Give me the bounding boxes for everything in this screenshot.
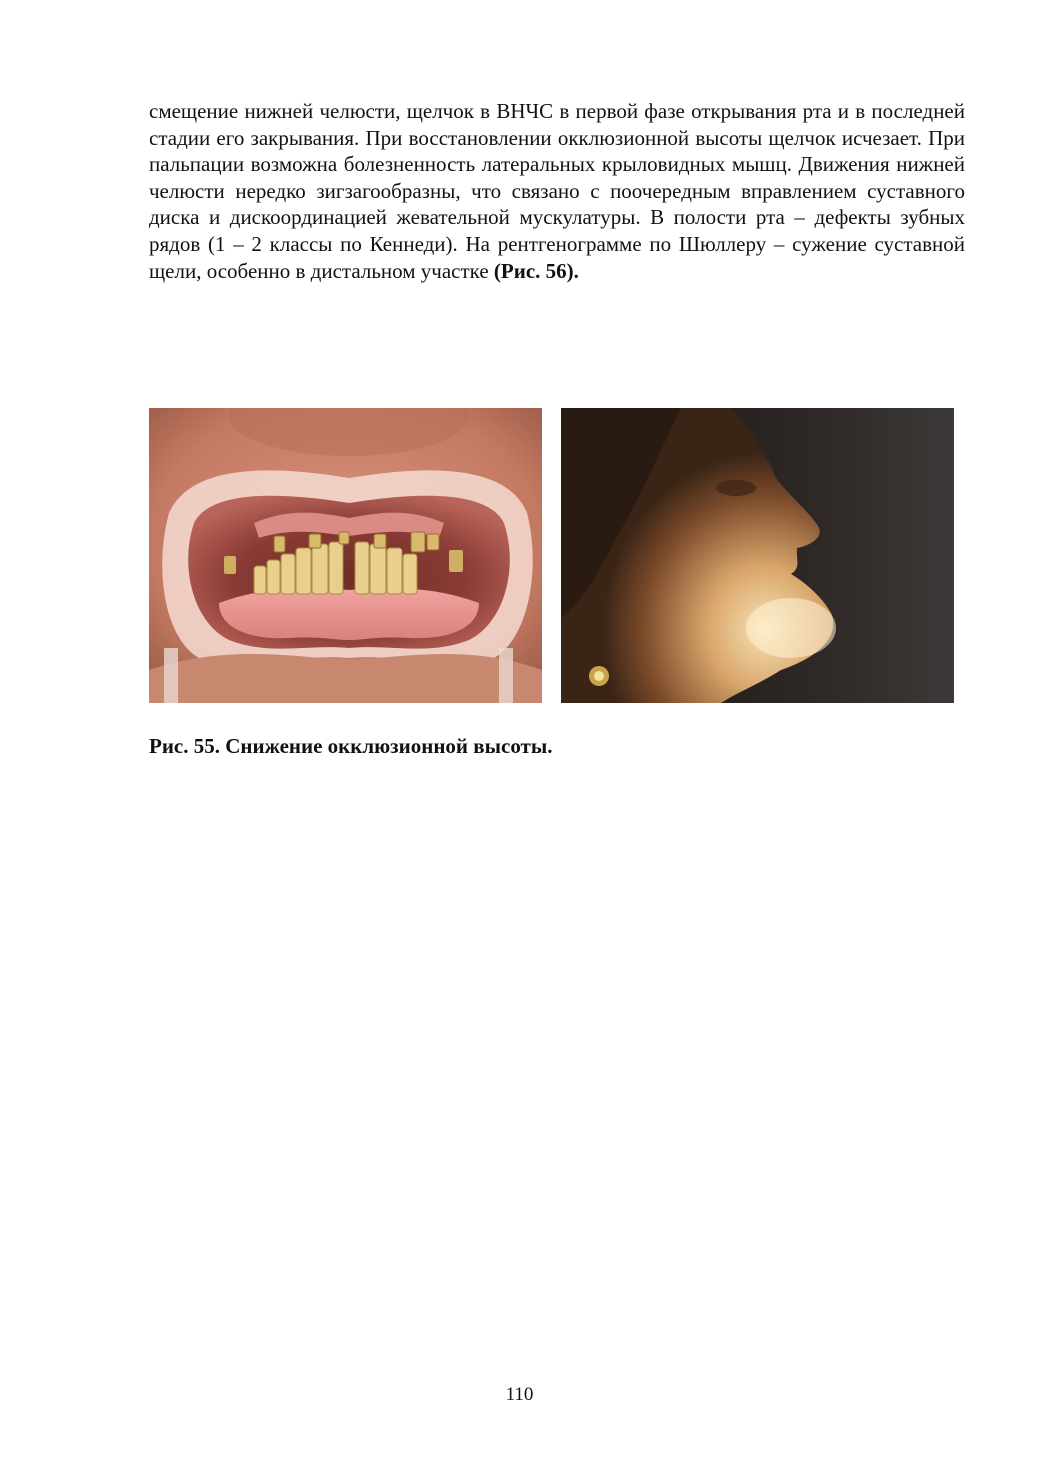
figure-caption: Рис. 55. Снижение окклюзионной высоты. (149, 734, 553, 758)
figure-55 (149, 408, 955, 703)
page-number: 110 (505, 1384, 534, 1405)
intraoral-photo (149, 408, 542, 703)
profile-photo (561, 408, 954, 703)
body-text: смещение нижней челюсти, щелчок в ВНЧС в первой фазе открывания рта и в последней стадии его закрывания. При восстановлении окклюзионной высоты щелчок исчезает. При пальпации возможна болезненность латеральных крыловидных мышц. Движения нижней челюсти нередко зигзагообразны, что связано с поочередным вправлением суставного диска и дискоординацией жевательной мускулатуры. В полости рта – дефекты зубных рядов (1 – 2 классы по Кеннеди). На рентгенограмме по Шюллеру – сужение суставной щели, особенно в дистальном участке (149, 99, 965, 283)
figure-reference: (Рис. 56). (493, 258, 579, 283)
body-paragraph (149, 98, 965, 284)
